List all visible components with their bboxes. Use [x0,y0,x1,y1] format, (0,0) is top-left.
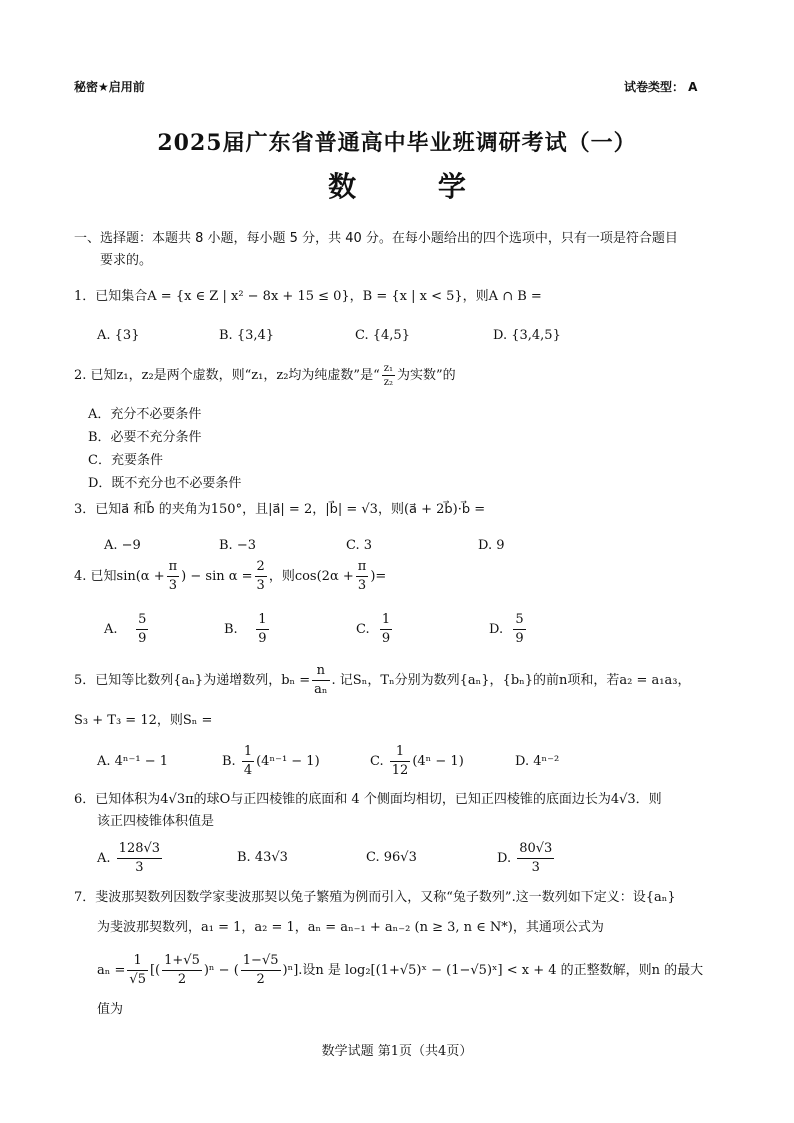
q2-option-c: C．充要条件 [88,453,163,468]
q6-option-b: B. 43√3 [237,850,288,865]
q1-option-d: D. {3,4,5} [493,328,561,343]
section-heading: 一、选择题：本题共 8 小题，每小题 5 分，共 40 分。在每小题给出的四个选项中，只有一项是符合题目 [74,231,678,246]
section-heading-cont: 要求的。 [100,253,153,268]
question-3: 3．已知a⃗ 和b⃗ 的夹角为150°，且|a⃗| = 2，|b⃗| = √3，则(a⃗ + 2b⃗)·b⃗ = [74,502,486,517]
q5-option-d: D. 4ⁿ⁻² [515,754,560,769]
paper-type-label: 试卷类型： A [624,80,698,94]
q2-fraction: $\frac{\text{z₁}}{\text{z₂}}$ [383,363,393,388]
q2-stem-pre: 2. 已知z₁，z₂是两个虚数，则“z₁，z₂均为纯虚数”是“ [74,368,380,383]
q4-option-d: D. $\frac{5}{9}$ [489,612,524,646]
exam-title: 2025届广东省普通高中毕业班调研考试（一） [157,130,637,156]
question-1: 1．已知集合A = {x ∈ Z | x² − 8x + 15 ≤ 0}，B = {x | x < 5}，则A ∩ B = [74,289,542,304]
q5-option-b: B. $\frac{1}{4}$ (4ⁿ⁻¹ − 1) [222,744,320,778]
q1-option-a: A. {3} [97,328,140,343]
q3-option-c: C. 3 [346,538,373,553]
question-4: 4. 已知sin(α + $\frac{\pi}{3}$ ) − sin α = $\frac{2}{3}$ ，则cos(2α + $\frac{\pi}{3}$ )= [74,559,387,593]
question-7-line4: 值为 [97,1002,124,1017]
q6-option-d: D. $\frac{80√3}{3}$ [497,841,553,875]
q5-option-a: A. 4ⁿ⁻¹ − 1 [97,754,169,769]
question-6-cont: 该正四棱锥体积值是 [97,814,215,829]
two-thirds: $\frac{2}{3}$ [256,559,265,593]
question-7-line2: 为斐波那契数列，a₁ = 1，a₂ = 1，aₙ = aₙ₋₁ + aₙ₋₂ (n ≥ 3, n ∈ N*)，其通项公式为 [97,920,604,935]
confidential-label: 秘密★启用前 [74,80,145,94]
question-5: 5．已知等比数列{aₙ}为递增数列，bₙ = $\frac{n}{\text{aₙ}}$ . 记Sₙ，Tₙ分别为数列{aₙ}，{bₙ}的前n项和，若a₂ = a₁a₃， [74,663,691,697]
question-2 [74,362,456,389]
q5-option-c: C. $\frac{1}{12}$ (4ⁿ − 1) [370,744,464,778]
q4-option-c: C. $\frac{1}{9}$ [356,612,391,646]
q2-option-b: B．必要不充分条件 [88,430,202,445]
q6-option-c: C. 96√3 [366,850,417,865]
pi-over-3-b: $\frac{\pi}{3}$ [357,559,367,593]
question-7-formula: aₙ = $\frac{1}{√5}$ [( $\frac{1+√5}{2}$ )ⁿ − ( $\frac{1-√5}{2}$ )ⁿ].设n 是 log₂[(1+√5)ˣ − (1−√5)ˣ] < x + 4 的正整数解，则n 的最大 [97,953,704,987]
question-7: 7．斐波那契数列因数学家斐波那契以兔子繁殖为例而引入，又称“兔子数列”.这一数列如下定义：设{aₙ} [74,890,676,905]
q3-option-b: B. −3 [219,538,256,553]
q3-option-d: D. 9 [478,538,505,553]
page-footer: 数学试题 第1页（共4页） [321,1044,473,1059]
q6-option-a: A. $\frac{128√3}{3}$ [97,841,161,875]
q4-option-a: A. $\frac{5}{9}$ [104,612,147,646]
subject-title: 数 学 [328,170,502,203]
question-5-cont: S₃ + T₃ = 12，则Sₙ = [74,713,213,728]
q2-option-a: A．充分不必要条件 [88,407,202,422]
question-6: 6．已知体积为4√3π的球O与正四棱锥的底面和 4 个侧面均相切，已知正四棱锥的底面边长为4√3．则 [74,792,662,807]
q4-option-b: B. $\frac{1}{9}$ [224,612,267,646]
q1-option-c: C. {4,5} [355,328,410,343]
q1-option-b: B. {3,4} [219,328,275,343]
q3-option-a: A. −9 [104,538,141,553]
n-over-an: $\frac{n}{\text{aₙ}}$ [314,663,328,697]
q2-stem-post: 为实数”的 [397,368,456,383]
pi-over-3: $\frac{\pi}{3}$ [168,559,178,593]
q2-option-d: D．既不充分也不必要条件 [88,476,242,491]
